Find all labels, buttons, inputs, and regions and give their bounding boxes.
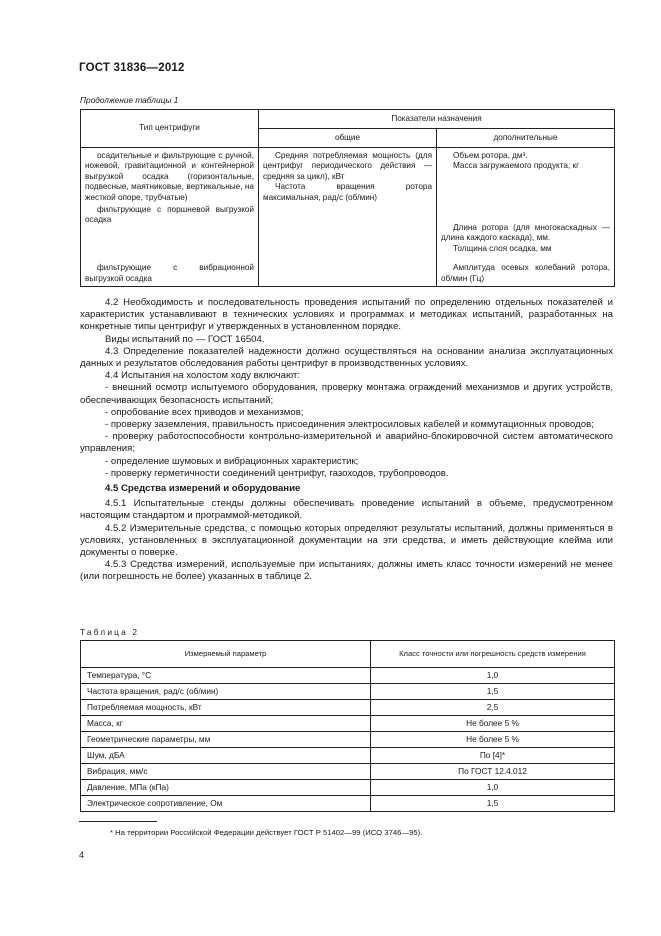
table1-header-additional: дополнительные [437,129,615,148]
table-row [81,148,259,204]
footnote: * На территории Российской Федерации действует ГОСТ Р 51402—99 (ИСО 3746—95). [110,828,423,837]
table2-param-cell: Частота вращения, рад/с (об/мин) [81,684,371,700]
table-row [81,203,259,254]
table2-value-cell: 1,0 [371,668,615,684]
list-item: - проверку заземления, правильность присоединения электросиловых кабелей и коммутационных проводов; [105,419,594,431]
table-row [81,684,615,700]
table1-additional-cell-2: Толщина слоя осадка, мм [453,243,552,253]
table1-header-general: общие [259,129,437,148]
body-text [80,297,613,584]
table1-general-cell-2: Частота вращения ротора максимальная, рад/с (об/мин) [263,182,432,202]
paragraph-4-3: 4.3 Определение показателей надежности должно осуществляться на основании анализа эксплуатационных данных и результатов обследования работы центрифуг в производственных условиях. [80,345,613,370]
page-number: 4 [79,850,85,860]
table2-value-cell: По ГОСТ 12.4.012 [371,764,615,780]
table2-param-cell: Температура, °С [81,668,371,684]
table1-additional-cell: Объем ротора, дм³. [453,151,528,160]
table2-param-cell: Потребляемая мощность, кВт [81,700,371,716]
list-item: - определение шумовых и вибрационных характеристик; [105,455,359,467]
paragraph-4-2-b: Виды испытаний по — ГОСТ 16504. [105,333,265,345]
table-row [81,700,615,716]
paragraph-4-2: 4.2 Необходимость и последовательность проведения испытаний по определению отдельных показателей и характеристик устанавливают в технических условиях и программах и методиках испытаний, разработанных на конкретные типы центрифуг и утвержденных в установленном порядке. [80,297,613,333]
table-row [81,796,615,812]
table-row [259,254,437,286]
list-item: - проверку работоспособности контрольно-измерительной и аварийно-блокировочной систем автоматического управления; [80,431,613,455]
table2-param-cell: Вибрация, мм/с [81,764,371,780]
table-row [81,716,615,732]
table2-value-cell: По [4]* [371,748,615,764]
table1 [80,109,615,287]
table-row [81,780,615,796]
table2-param-cell: Электрическое сопротивление, Ом [81,796,371,812]
table-row [81,668,615,684]
paragraph-4-4: 4.4 Испытания на холостом ходу включают: [105,370,300,382]
paragraph-4-5-1: 4.5.1 Испытательные стенды должны обеспечивать проведение испытаний в объеме, предусмотренном настоящим стандартом и программой-методикой. [80,498,613,522]
table2-value-cell: 2,5 [371,700,615,716]
table2-value-cell: 1,0 [371,780,615,796]
table1-general-cell: Средняя потребляемая мощность (для центрифуг периодического действия — средняя за цикл), кВт [263,151,432,181]
table-row [437,148,615,204]
table-row [81,748,615,764]
table-row [259,148,437,255]
table1-caption: Продолжение таблицы 1 [80,95,179,105]
table1-type-cell: фильтрующие с вибрационной выгрузкой осадка [85,263,254,283]
table1-header-type: Тип центрифуги [81,110,259,148]
list-item: - опробование всех приводов и механизмов; [105,406,304,418]
paragraph-4-5-3: 4.5.3 Средства измерений, используемые при испытаниях, должны иметь класс точности измерений не менее (или погрешность не более) указанных в таблице 2. [80,559,613,583]
table-row [437,203,615,254]
table-row [81,732,615,748]
table2-value-cell: Не более 5 % [371,716,615,732]
table1-additional-cell-2: Масса загружаемого продукта, кг [453,161,580,171]
table1-type-cell: осадительные и фильтрующие с ручной, ножевой, гравитационной и контейнерной выгрузкой осадка (горизонтальные, подвесные, маятниковые, вертикальные, на жесткой опоре, трубчатые) [85,151,254,202]
table-row [437,254,615,286]
footnote-divider [79,821,157,822]
list-item: - внешний осмотр испытуемого оборудования, проверку монтажа ограждений механизмов и других устройств, обеспечивающих безопасность испытаний; [80,382,613,406]
table1-additional-cell: Амплитуда осевых колебаний ротора, об/мин (Гц) [441,263,610,283]
paragraph-4-5-2: 4.5.2 Измерительные средства, с помощью которых определяют результаты испытаний, должны применяться в условиях, установленных в эксплуатационной документации на эти средства, и иметь действующие клейма или документы о поверке. [80,522,613,559]
table2 [80,640,615,812]
table2-caption: Таблица 2 [80,627,140,637]
table-row [81,764,615,780]
document-header: ГОСТ 31836—2012 [79,62,185,74]
table2-param-cell: Геометрические параметры, мм [81,732,371,748]
table2-header-param: Измеряемый параметр [81,641,371,668]
table2-param-cell: Масса, кг [81,716,371,732]
list-item: - проверку герметичности соединений центрифуг, газоходов, трубопроводов. [105,467,449,479]
table2-param-cell: Давление, МПа (кПа) [81,780,371,796]
table2-value-cell: 1,5 [371,796,615,812]
table2-param-cell: Шум, дБА [81,748,371,764]
table2-value-cell: 1,5 [371,684,615,700]
table1-type-cell: фильтрующие с поршневой выгрузкой осадка [85,205,254,225]
table2-header-class: Класс точности или погрешность средств измерения [371,641,615,668]
table-row [81,254,259,286]
table1-header-group: Показатели назначения [259,110,615,129]
table1-additional-cell: Длина ротора (для многокаскадных — длина каждого каскада), мм. [441,223,610,243]
section-heading-4-5: 4.5 Средства измерений и оборудование [105,483,301,495]
table2-value-cell: Не более 5 % [371,732,615,748]
